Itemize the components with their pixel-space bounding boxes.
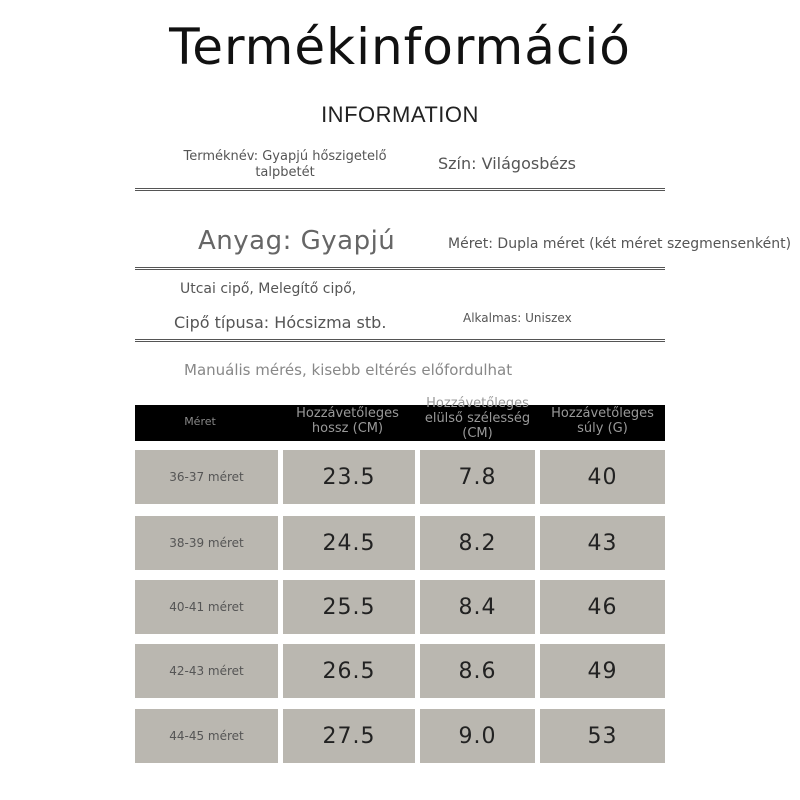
shoe-types-label: Utcai cipő, Melegítő cipő,	[180, 281, 357, 297]
color-label: Szín: Világosbézs	[438, 154, 576, 173]
weight-cell: 40	[540, 450, 665, 504]
width-cell: 8.6	[420, 644, 535, 698]
column-header-width: Hozzávetőleges elülső szélesség (CM)	[424, 396, 531, 441]
size-cell: 40-41 méret	[135, 580, 278, 634]
column-header-size: Méret	[184, 415, 216, 428]
weight-cell: 53	[540, 709, 665, 763]
page-title: Termékinformáció	[169, 18, 631, 76]
table-row	[135, 516, 665, 570]
length-cell: 23.5	[283, 450, 415, 504]
length-cell: 24.5	[283, 516, 415, 570]
measurement-note: Manuális mérés, kisebb eltérés előfordulhat	[184, 361, 513, 379]
length-cell: 27.5	[283, 709, 415, 763]
size-cell: 36-37 méret	[135, 450, 278, 504]
width-cell: 8.2	[420, 516, 535, 570]
length-cell: 26.5	[283, 644, 415, 698]
weight-cell: 43	[540, 516, 665, 570]
suitable-label: Alkalmas: Uniszex	[463, 311, 572, 325]
table-row	[135, 580, 665, 634]
column-header-length: Hozzávetőleges hossz (CM)	[296, 406, 399, 436]
divider	[135, 339, 665, 342]
length-cell: 25.5	[283, 580, 415, 634]
size-label: Méret: Dupla méret (két méret szegmensenként)	[448, 236, 792, 252]
width-cell: 7.8	[420, 450, 535, 504]
page-subtitle: INFORMATION	[321, 102, 479, 127]
width-cell: 9.0	[420, 709, 535, 763]
shoe-type-label: Cipő típusa: Hócsizma stb.	[174, 313, 387, 332]
weight-cell: 46	[540, 580, 665, 634]
size-cell: 44-45 méret	[135, 709, 278, 763]
divider	[135, 267, 665, 270]
product-name-label: Terméknév: Gyapjú hőszigetelő talpbetét	[183, 149, 387, 180]
divider	[135, 188, 665, 191]
column-header-weight: Hozzávetőleges súly (G)	[551, 406, 654, 436]
table-row	[135, 644, 665, 698]
table-row	[135, 709, 665, 763]
table-row	[135, 450, 665, 504]
width-cell: 8.4	[420, 580, 535, 634]
material-label: Anyag: Gyapjú	[198, 226, 396, 256]
size-cell: 38-39 méret	[135, 516, 278, 570]
weight-cell: 49	[540, 644, 665, 698]
size-cell: 42-43 méret	[135, 644, 278, 698]
